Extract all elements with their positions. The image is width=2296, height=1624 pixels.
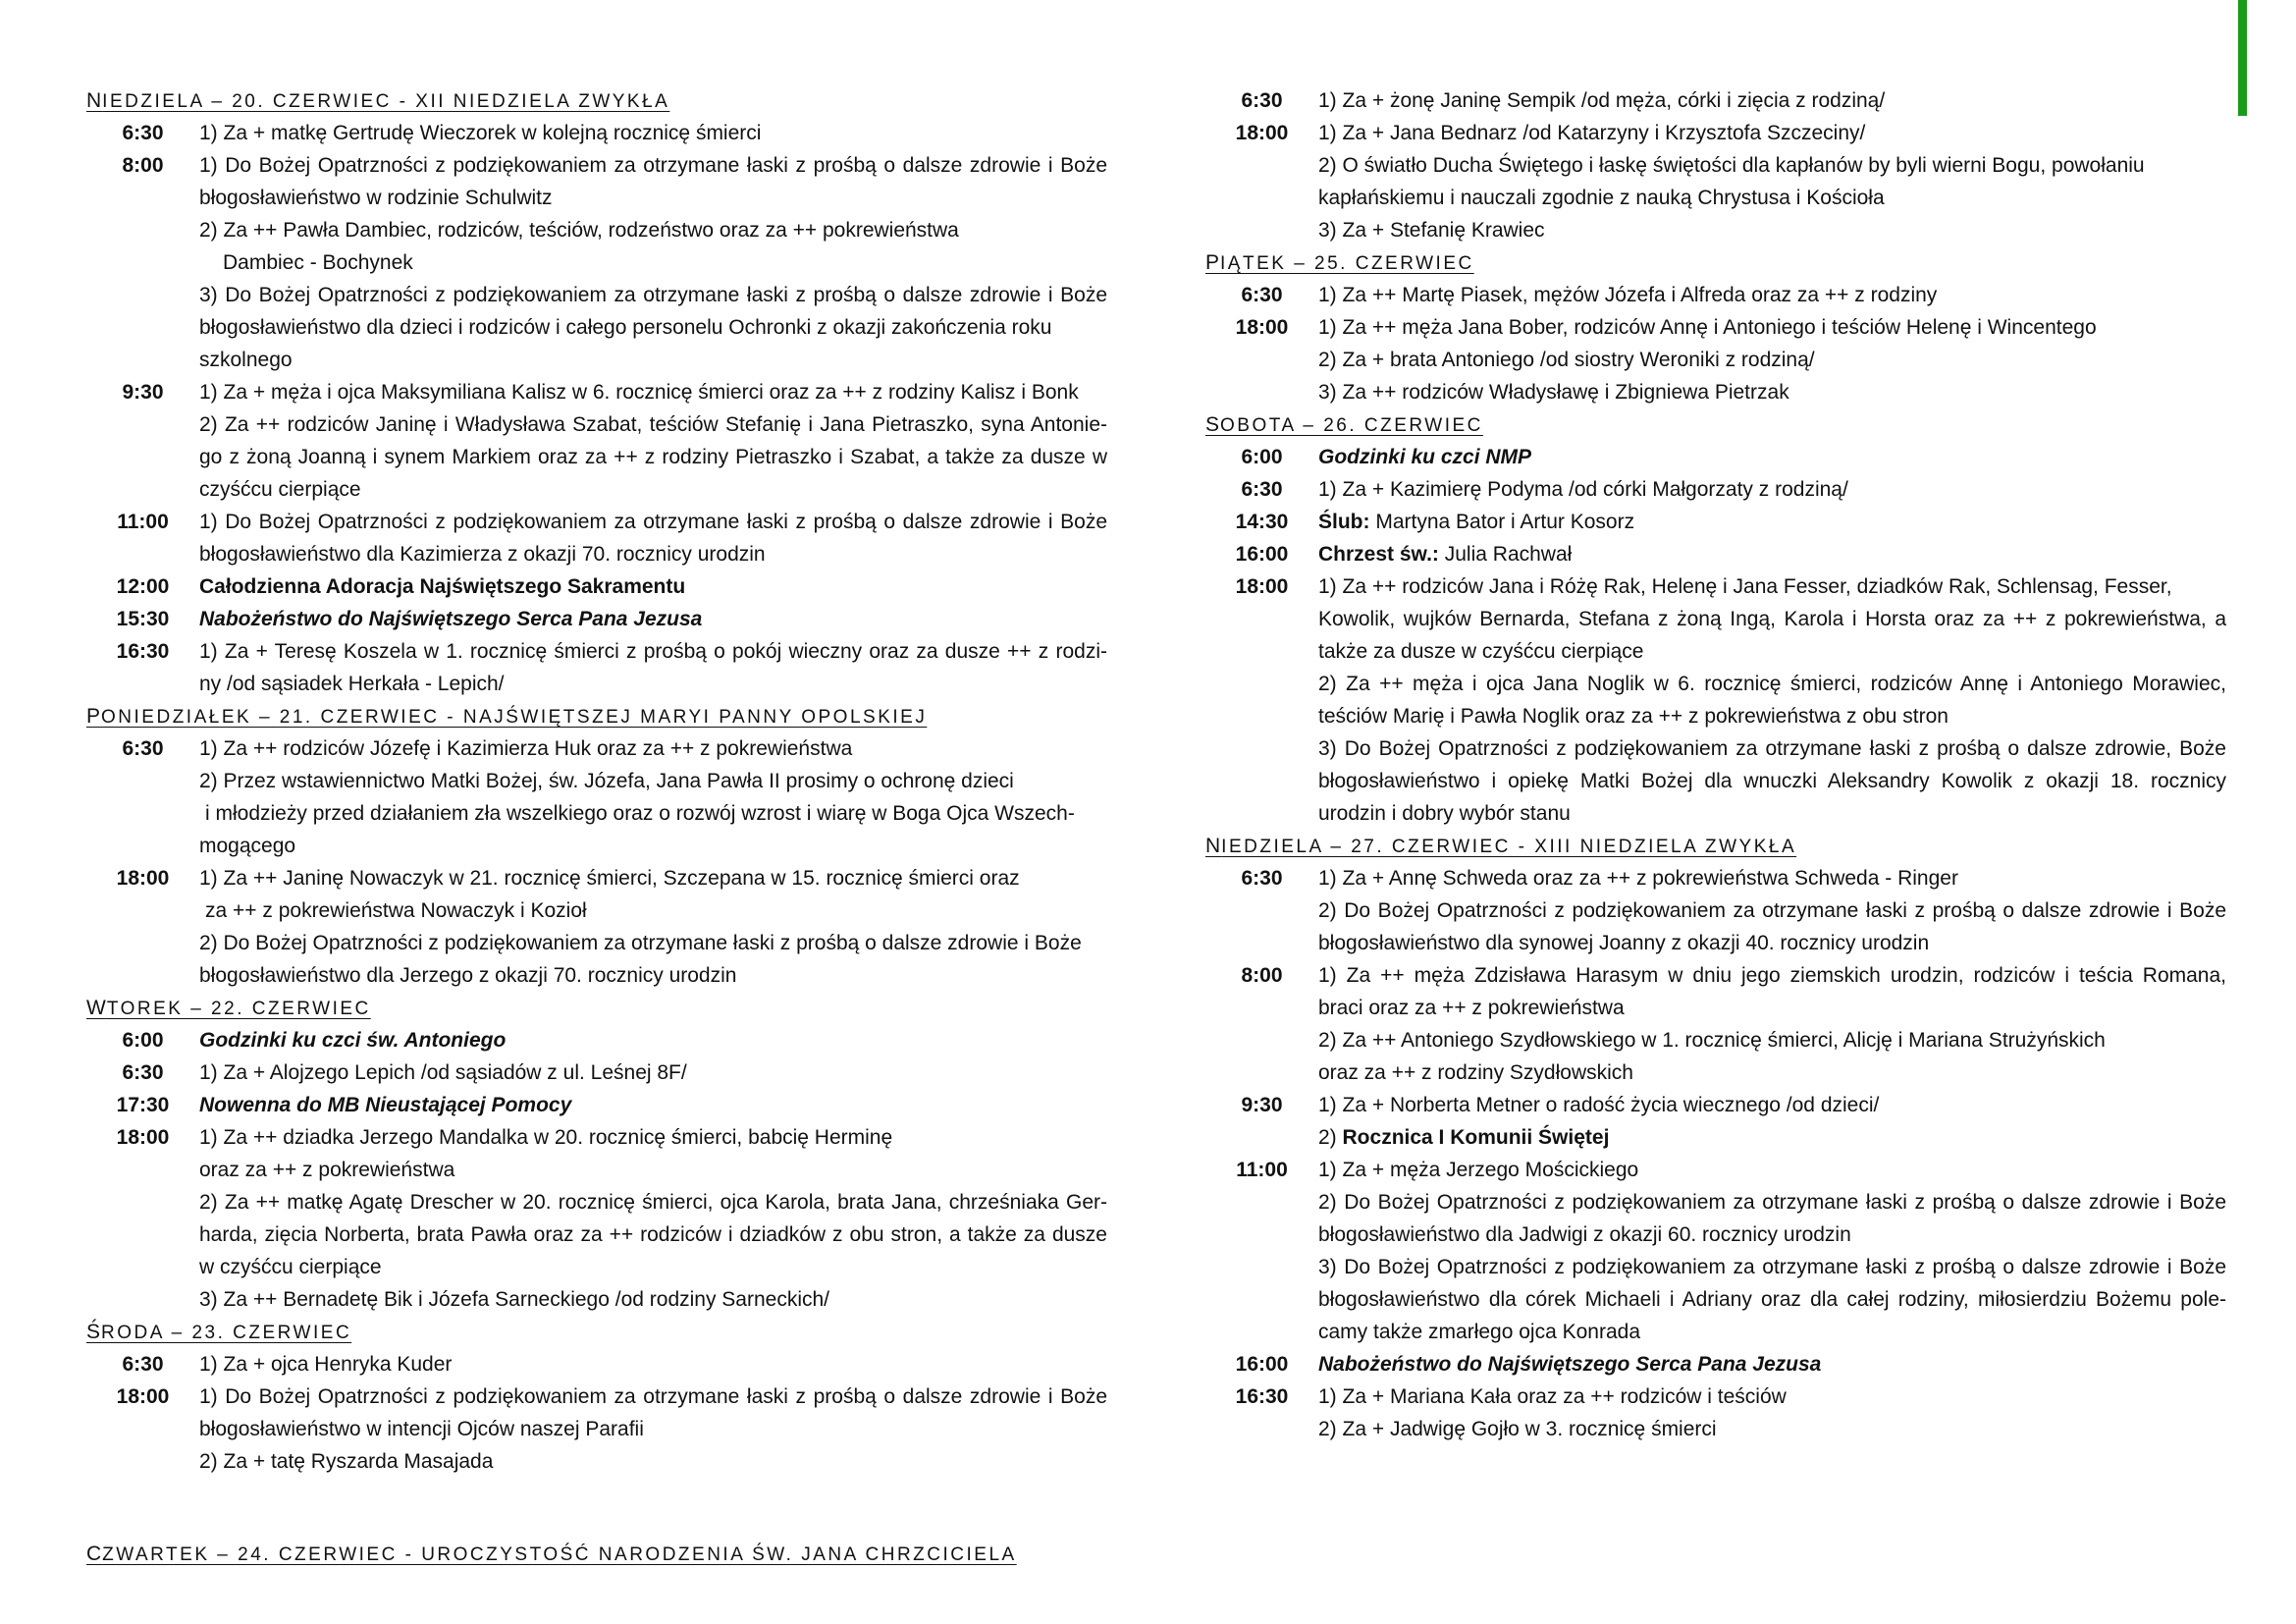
mass-time: 6:30: [122, 737, 164, 760]
mass-entry: [86, 570, 1107, 603]
intention-text: 1) Za + Alojzego Lepich /od sąsiadów z ul. Leśnej 8F/: [199, 1061, 687, 1084]
intention-line: [1318, 1380, 2226, 1413]
intention-line: [1318, 1154, 2226, 1186]
day-header: [86, 700, 1107, 732]
mass-time: 9:30: [122, 381, 164, 404]
mass-time: 8:00: [1241, 964, 1283, 987]
intention-list: [1318, 506, 2226, 538]
day-header-initial: P: [1205, 251, 1221, 274]
mass-entry: [86, 1121, 1107, 1316]
intention-text: 2) Do Bożej Opatrzności z podziękowaniem za otrzymane łaski z prośbą o dalsze zdrowie i Boże: [199, 932, 1082, 954]
right-column: [1205, 84, 2226, 1445]
intention-line: [199, 246, 1107, 279]
intention-text: 2) Za ++ matkę Agatę Drescher w 20. rocznicę śmierci, ojca Karola, brata Jana, chrześniaka Ger-: [199, 1191, 1107, 1214]
intention-list: [1318, 1380, 2226, 1445]
intention-text: Martyna Bator i Artur Kosorz: [1375, 511, 1635, 533]
intention-text: 1) Do Bożej Opatrzności z podziękowaniem za otrzymane łaski z prośbą o dalsze zdrowie i Boże: [199, 1385, 1107, 1408]
intention-line: [199, 506, 1107, 538]
intention-text: błogosławieństwo w rodzinie Schulwitz: [199, 187, 553, 209]
intention-text: błogosławieństwo w intencji Ojców naszej Parafii: [199, 1418, 644, 1440]
intention-line: [199, 1089, 1107, 1121]
mass-entry: [1205, 1154, 2226, 1348]
intention-text: 2) Do Bożej Opatrzności z podziękowaniem za otrzymane łaski z prośbą o dalsze zdrowie i Boże: [1318, 1191, 2226, 1214]
intention-text: 2) Za ++ męża i ojca Jana Noglik w 6. rocznicę śmierci, rodziców Annę i Antoniego Morawiec,: [1318, 673, 2226, 695]
intention-line: [199, 1413, 1107, 1445]
intention-text: Nowenna do MB Nieustającej Pomocy: [199, 1094, 572, 1116]
intention-line: [1318, 149, 2226, 182]
intention-line: [199, 732, 1107, 765]
intention-line: [199, 473, 1107, 506]
green-accent-bar: [2238, 0, 2247, 116]
intention-line: [1318, 765, 2226, 797]
intention-text: camy także zmarłego ojca Konrada: [1318, 1321, 1640, 1343]
intention-list: [1318, 84, 2226, 117]
day-header-initial: N: [86, 89, 103, 112]
mass-time: 11:00: [117, 511, 169, 533]
mass-time: 18:00: [116, 1126, 170, 1149]
mass-time: 6:00: [1241, 446, 1283, 468]
intention-line: [1318, 279, 2226, 311]
intention-line: [199, 830, 1107, 862]
day-header-rest: OBOTA – 26. CZERWIEC: [1220, 415, 1483, 436]
intention-line: [199, 117, 1107, 149]
intention-text: Godzinki ku czci NMP: [1318, 446, 1532, 468]
intention-line: [1318, 1251, 2226, 1283]
intention-text: 1) Za ++ rodziców Józefę i Kazimierza Huk oraz za ++ z pokrewieństwa: [199, 737, 853, 760]
intention-line: [1318, 959, 2226, 992]
left-column: [86, 84, 1107, 1478]
intention-line: [199, 538, 1107, 570]
intention-line: [1318, 84, 2226, 117]
intention-line: [1318, 344, 2226, 376]
mass-time: 15:30: [116, 608, 170, 630]
mass-entry: [86, 1056, 1107, 1089]
intention-text: 1) Za + Annę Schweda oraz za ++ z pokrewieństwa Schweda - Ringer: [1318, 867, 1958, 890]
day-header-initial: W: [86, 997, 107, 1019]
intention-line: [1318, 441, 2226, 473]
intention-text: Nabożeństwo do Najświętszego Serca Pana Jezusa: [1318, 1353, 1822, 1376]
day-header: [1205, 408, 2226, 441]
mass-entry: [1205, 538, 2226, 570]
intention-text: 1) Do Bożej Opatrzności z podziękowaniem za otrzymane łaski z prośbą o dalsze zdrowie i Boże: [199, 154, 1107, 177]
intention-text: 2) Do Bożej Opatrzności z podziękowaniem za otrzymane łaski z prośbą o dalsze zdrowie i Boże: [1318, 899, 2226, 922]
intention-line: [199, 1380, 1107, 1413]
intention-text: 1) Za + Teresę Koszela w 1. rocznicę śmierci z prośbą o pokój wieczny oraz za dusze ++ z rodzi-: [199, 640, 1107, 663]
intention-text: czyśćcu cierpiące: [199, 478, 361, 501]
intention-text: 2) Za + brata Antoniego /od siostry Weroniki z rodziną/: [1318, 349, 1815, 371]
intention-list: [199, 149, 1107, 376]
intention-line: [1318, 376, 2226, 408]
mass-entry: [1205, 570, 2226, 830]
mass-time: 18:00: [1235, 575, 1289, 598]
day-header-czwartek: [86, 1538, 1017, 1570]
intention-line: [199, 1348, 1107, 1380]
day-header: [86, 84, 1107, 117]
intention-text: 1) Za ++ Martę Piasek, mężów Józefa i Alfreda oraz za ++ z rodziny: [1318, 284, 1938, 306]
intention-text: ny /od sąsiadek Herkała - Lepich/: [199, 673, 505, 695]
intention-line: [199, 1154, 1107, 1186]
intention-list: [1318, 862, 2226, 959]
mass-time: 16:00: [1235, 543, 1289, 566]
intention-line: [1318, 1316, 2226, 1348]
intention-line: [199, 570, 1107, 603]
intention-line: [1318, 1348, 2226, 1380]
intention-line: [199, 1121, 1107, 1154]
mass-time: 11:00: [1236, 1159, 1288, 1181]
intention-text: 1) Za + żonę Janinę Sempik /od męża, córki i zięcia z rodziną/: [1318, 89, 1886, 112]
intention-line: [1318, 182, 2226, 214]
intention-line: [1318, 862, 2226, 894]
mass-entry: [1205, 311, 2226, 408]
intention-line: [199, 959, 1107, 992]
intention-text: kapłańskiemu i nauczali zgodnie z nauką Chrystusa i Kościoła: [1318, 187, 1885, 209]
intention-list: [199, 635, 1107, 700]
intention-line: [199, 603, 1107, 635]
intention-text: teściów Marię i Pawła Noglik oraz za ++ z pokrewieństwa z obu stron: [1318, 705, 1949, 728]
intention-text: Całodzienna Adoracja Najświętszego Sakramentu: [199, 575, 686, 598]
intention-line: [1318, 1056, 2226, 1089]
intention-line: [199, 376, 1107, 408]
intention-text: 1) Do Bożej Opatrzności z podziękowaniem za otrzymane łaski z prośbą o dalsze zdrowie i Boże: [199, 511, 1107, 533]
intention-text: urodzin i dobry wybór stanu: [1318, 802, 1571, 825]
intention-list: [1318, 1089, 2226, 1154]
intention-line: [1318, 992, 2226, 1024]
mass-time: 6:30: [122, 1353, 164, 1376]
intention-text: 1) Za + Mariana Kała oraz za ++ rodziców i teściów: [1318, 1385, 1787, 1408]
intention-text: harda, zięcia Norberta, brata Pawła oraz za ++ rodziców i dziadków z obu stron, a także za dusze: [199, 1223, 1107, 1246]
mass-entry: [86, 506, 1107, 570]
mass-time: 6:30: [122, 1061, 164, 1084]
intention-line: [199, 408, 1107, 441]
intention-list: [199, 862, 1107, 992]
intention-list: [1318, 311, 2226, 408]
day-header-rest: TOREK – 22. CZERWIEC: [106, 999, 371, 1019]
day-header-rest: ONIEDZIAŁEK – 21. CZERWIEC - NAJŚWIĘTSZEJ MARYI PANNY OPOLSKIEJ: [101, 707, 928, 728]
intention-text: 3) Za + Stefanię Krawiec: [1318, 219, 1545, 242]
day-header-initial: P: [86, 705, 102, 728]
day-header-initial: N: [1205, 835, 1222, 857]
mass-entry: [86, 635, 1107, 700]
mass-time: 18:00: [1235, 122, 1289, 144]
intention-text: 3) Do Bożej Opatrzności z podziękowaniem za otrzymane łaski z prośbą o dalsze zdrowie i Boże: [199, 284, 1107, 306]
intention-text: w czyśćcu cierpiące: [199, 1256, 382, 1278]
intention-line: [199, 1186, 1107, 1218]
intention-line: [199, 1218, 1107, 1251]
intention-list: [199, 570, 1107, 603]
intention-text: za ++ z pokrewieństwa Nowaczyk i Kozioł: [205, 899, 587, 922]
mass-time: 12:00: [116, 575, 170, 598]
intention-list: [199, 117, 1107, 149]
intention-text: błogosławieństwo dla Kazimierza z okazji 70. rocznicy urodzin: [199, 543, 766, 566]
intention-line: [199, 1251, 1107, 1283]
intention-text: błogosławieństwo i opiekę Matki Bożej dla wnuczki Aleksandry Kowolik z okazji 18. rocznicy: [1318, 770, 2226, 792]
day-header-rest: IĄTEK – 25. CZERWIEC: [1220, 253, 1474, 274]
intention-list: [1318, 1348, 2226, 1380]
intention-line: [199, 1056, 1107, 1089]
intention-list: [199, 1121, 1107, 1316]
intention-text: Julia Rachwał: [1444, 543, 1573, 566]
mass-time: 18:00: [116, 867, 170, 890]
intention-text: Nabożeństwo do Najświętszego Serca Pana Jezusa: [199, 608, 703, 630]
intention-line: [1318, 732, 2226, 765]
intention-line: [1318, 668, 2226, 700]
day-header-initial: S: [1205, 413, 1221, 436]
intention-line: [1318, 538, 2226, 570]
intention-list: [1318, 538, 2226, 570]
mass-time: 6:00: [122, 1029, 164, 1052]
intention-line: [1318, 506, 2226, 538]
intention-text: 1) Za + ojca Henryka Kuder: [199, 1353, 453, 1376]
mass-entry: [86, 732, 1107, 862]
intention-line: [1318, 1283, 2226, 1316]
intention-list: [199, 603, 1107, 635]
intention-text: błogosławieństwo dla Jadwigi z okazji 60. rocznicy urodzin: [1318, 1223, 1851, 1246]
day-header-initial: Ś: [86, 1321, 102, 1343]
intention-text: 2) Za ++ Antoniego Szydłowskiego w 1. rocznicę śmierci, Alicję i Mariana Strużyńskich: [1318, 1029, 2106, 1052]
intention-text: i młodzieży przed działaniem zła wszelkiego oraz o rozwój wzrost i wiarę w Boga Ojca Wszech-: [205, 802, 1075, 825]
intention-line: [199, 182, 1107, 214]
mass-entry: [86, 117, 1107, 149]
intention-text: braci oraz za ++ z pokrewieństwa: [1318, 997, 1625, 1019]
intention-line: [1318, 1186, 2226, 1218]
mass-entry: [86, 603, 1107, 635]
intention-line: [199, 894, 1107, 927]
intention-list: [199, 1024, 1107, 1056]
mass-entry: [1205, 84, 2226, 117]
intention-line: [199, 1283, 1107, 1316]
intention-list: [1318, 441, 2226, 473]
intention-line: [199, 668, 1107, 700]
intention-text: 1) Za ++ rodziców Jana i Różę Rak, Helenę i Jana Fesser, dziadków Rak, Schlensag, Fesser,: [1318, 575, 2172, 598]
mass-time: 6:30: [1241, 867, 1283, 890]
intention-line: [199, 862, 1107, 894]
intention-list: [1318, 279, 2226, 311]
intention-list: [1318, 959, 2226, 1089]
intention-list: [1318, 117, 2226, 246]
intention-line: [199, 635, 1107, 668]
mass-entry: [86, 862, 1107, 992]
intention-line: [1318, 797, 2226, 830]
intention-text: oraz za ++ z pokrewieństwa: [199, 1159, 455, 1181]
intention-lead: Chrzest św.:: [1318, 543, 1445, 566]
intention-line: [1318, 570, 2226, 603]
intention-line: [199, 279, 1107, 311]
intention-list: [199, 506, 1107, 570]
intention-text: Kowolik, wujków Bernarda, Stefana z żoną Ingą, Karola i Horsta oraz za ++ z pokrewieństwa, a: [1318, 608, 2226, 630]
intention-text: 1) Za + męża Jerzego Mościckiego: [1318, 1159, 1639, 1181]
intention-line: [199, 797, 1107, 830]
intention-text: 1) Za + Jana Bednarz /od Katarzyny i Krzysztofa Szczeciny/: [1318, 122, 1866, 144]
intention-line: [199, 311, 1107, 344]
mass-entry: [1205, 1380, 2226, 1445]
intention-line: [199, 149, 1107, 182]
intention-text: 2) Za ++ rodziców Janinę i Władysława Szabat, teściów Stefanię i Jana Pietraszko, syna Antonie-: [199, 413, 1107, 436]
intention-list: [1318, 570, 2226, 830]
mass-entry: [1205, 117, 2226, 246]
intention-line: [1318, 894, 2226, 927]
intention-text: Dambiec - Bochynek: [223, 251, 413, 274]
intention-line: [1318, 1089, 2226, 1121]
mass-time: 18:00: [1235, 316, 1289, 339]
intention-line: [1318, 117, 2226, 149]
intention-text: 1) Za + Norberta Metner o radość życia wiecznego /od dzieci/: [1318, 1094, 1880, 1116]
intention-text: 2) Przez wstawiennictwo Matki Bożej, św. Józefa, Jana Pawła II prosimy o ochronę dzieci: [199, 770, 1014, 792]
mass-entry: [86, 376, 1107, 506]
intention-line: [199, 1445, 1107, 1478]
mass-entry: [1205, 1348, 2226, 1380]
intention-text: błogosławieństwo dla synowej Joanny z okazji 40. rocznicy urodzin: [1318, 932, 1930, 954]
intention-text: go z żoną Joanną i synem Markiem oraz za ++ z rodziny Pietraszko i Szabat, a także za dusze w: [199, 446, 1107, 468]
intention-lead: Ślub:: [1318, 511, 1376, 533]
intention-text: błogosławieństwo dla dzieci i rodziców i całego personelu Ochronki z okazji zakończenia roku: [199, 316, 1052, 339]
intention-line: [1318, 603, 2226, 635]
mass-entry: [86, 1380, 1107, 1478]
day-header: [1205, 830, 2226, 862]
day-header: [86, 1316, 1107, 1348]
intention-text: 1) Za ++ męża Jana Bober, rodziców Annę i Antoniego i teściów Helenę i Wincentego: [1318, 316, 2097, 339]
intention-text: 2) Za + tatę Ryszarda Masajada: [199, 1450, 494, 1473]
mass-time: 6:30: [1241, 284, 1283, 306]
intention-line: [1318, 1024, 2226, 1056]
mass-entry: [1205, 959, 2226, 1089]
intention-line: [199, 765, 1107, 797]
intention-text: błogosławieństwo dla Jerzego z okazji 70. rocznicy urodzin: [199, 964, 737, 987]
intention-line: [1318, 1218, 2226, 1251]
intention-line: [1318, 1413, 2226, 1445]
day-header-rest: RODA – 23. CZERWIEC: [101, 1323, 352, 1343]
intention-text: oraz za ++ z rodziny Szydłowskich: [1318, 1061, 1633, 1084]
day-header-initial: C: [86, 1543, 103, 1565]
intention-line: [1318, 635, 2226, 668]
intention-text: 1) Za + Kazimierę Podyma /od córki Małgorzaty z rodziną/: [1318, 478, 1848, 501]
mass-time: 16:30: [1235, 1385, 1289, 1408]
intention-line: [199, 214, 1107, 246]
mass-time: 6:30: [1241, 89, 1283, 112]
intention-list: [199, 1348, 1107, 1380]
day-header-rest: ZWARTEK – 24. CZERWIEC - UROCZYSTOŚĆ NARODZENIA ŚW. JANA CHRZCICIELA: [102, 1544, 1017, 1565]
intention-line: [199, 344, 1107, 376]
intention-line: [1318, 473, 2226, 506]
intention-list: [199, 732, 1107, 862]
intention-text: 3) Do Bożej Opatrzności z podziękowaniem za otrzymane łaski z prośbą o dalsze zdrowie, Boże: [1318, 737, 2226, 760]
day-header: [1205, 246, 2226, 279]
mass-time: 16:30: [116, 640, 170, 663]
intention-list: [199, 1056, 1107, 1089]
intention-line: 2) Rocznica I Komunii Świętej: [1318, 1126, 1610, 1149]
mass-entry: [86, 1348, 1107, 1380]
intention-line: [199, 1024, 1107, 1056]
intention-text: 3) Za ++ rodziców Władysławę i Zbigniewa Pietrzak: [1318, 381, 1789, 404]
mass-time: 6:30: [1241, 478, 1283, 501]
intention-text: 1) Za ++ męża Zdzisława Harasym w dniu jego ziemskich urodzin, rodziców i teścia Romana,: [1318, 964, 2226, 987]
intention-list: [199, 1089, 1107, 1121]
intention-text: 1) Za + męża i ojca Maksymiliana Kalisz w 6. rocznicę śmierci oraz za ++ z rodziny Kalisz i Bonk: [199, 381, 1079, 404]
intention-list: [1318, 473, 2226, 506]
intention-list: [199, 1380, 1107, 1478]
mass-time: 18:00: [116, 1385, 170, 1408]
mass-entry: [1205, 441, 2226, 473]
mass-entry: [86, 1024, 1107, 1056]
intention-line: [1318, 311, 2226, 344]
mass-time: 8:00: [122, 154, 164, 177]
day-header-rest: IEDZIELA – 20. CZERWIEC - XII NIEDZIELA ZWYKŁA: [102, 91, 670, 112]
mass-entry: [1205, 279, 2226, 311]
intention-text: 1) Za ++ dziadka Jerzego Mandalka w 20. rocznicę śmierci, babcię Herminę: [199, 1126, 893, 1149]
intention-text: 2) Za ++ Pawła Dambiec, rodziców, teściów, rodzeństwo oraz za ++ pokrewieństwa: [199, 219, 959, 242]
mass-entry: [1205, 473, 2226, 506]
mass-time: 17:30: [116, 1094, 170, 1116]
mass-entry: [1205, 1089, 2226, 1154]
intention-text: 1) Za ++ Janinę Nowaczyk w 21. rocznicę śmierci, Szczepana w 15. rocznicę śmierci oraz: [199, 867, 1020, 890]
intention-line: [1318, 927, 2226, 959]
mass-entry: [86, 149, 1107, 376]
intention-text: także za dusze w czyśćcu cierpiące: [1318, 640, 1644, 663]
mass-entry: [1205, 862, 2226, 959]
intention-list: [1318, 1154, 2226, 1348]
mass-entry: [86, 1089, 1107, 1121]
intention-text: 1) Za + matkę Gertrudę Wieczorek w kolejną rocznicę śmierci: [199, 122, 762, 144]
day-header-rest: IEDZIELA – 27. CZERWIEC - XIII NIEDZIELA ZWYKŁA: [1221, 837, 1797, 857]
intention-text: błogosławieństwo dla córek Michaeli i Adriany oraz dla całej rodziny, miłosierdziu Bożemu pole-: [1318, 1288, 2226, 1311]
intention-text: 2) Za + Jadwigę Gojło w 3. rocznicę śmierci: [1318, 1418, 1717, 1440]
intention-text: mogącego: [199, 835, 296, 857]
mass-time: 14:30: [1235, 511, 1289, 533]
intention-line: [1318, 700, 2226, 732]
mass-time: 16:00: [1235, 1353, 1289, 1376]
intention-list: [199, 376, 1107, 506]
day-header: [86, 992, 1107, 1024]
mass-time: 9:30: [1241, 1094, 1283, 1116]
intention-text: 3) Za ++ Bernadetę Bik i Józefa Sarneckiego /od rodziny Sarneckich/: [199, 1288, 830, 1311]
intention-text: szkolnego: [199, 349, 293, 371]
intention-line: [199, 441, 1107, 473]
intention-text: Rocznica I Komunii Świętej: [1342, 1126, 1610, 1149]
mass-entry: [1205, 506, 2226, 538]
intention-text: 3) Do Bożej Opatrzności z podziękowaniem za otrzymane łaski z prośbą o dalsze zdrowie i Boże: [1318, 1256, 2226, 1278]
intention-line: [1318, 214, 2226, 246]
intention-line: [199, 927, 1107, 959]
mass-time: 6:30: [122, 122, 164, 144]
intention-text: Godzinki ku czci św. Antoniego: [199, 1029, 507, 1052]
intention-text: 2) O światło Ducha Świętego i łaskę świętości dla kapłanów by byli wierni Bogu, powołaniu: [1318, 154, 2145, 177]
